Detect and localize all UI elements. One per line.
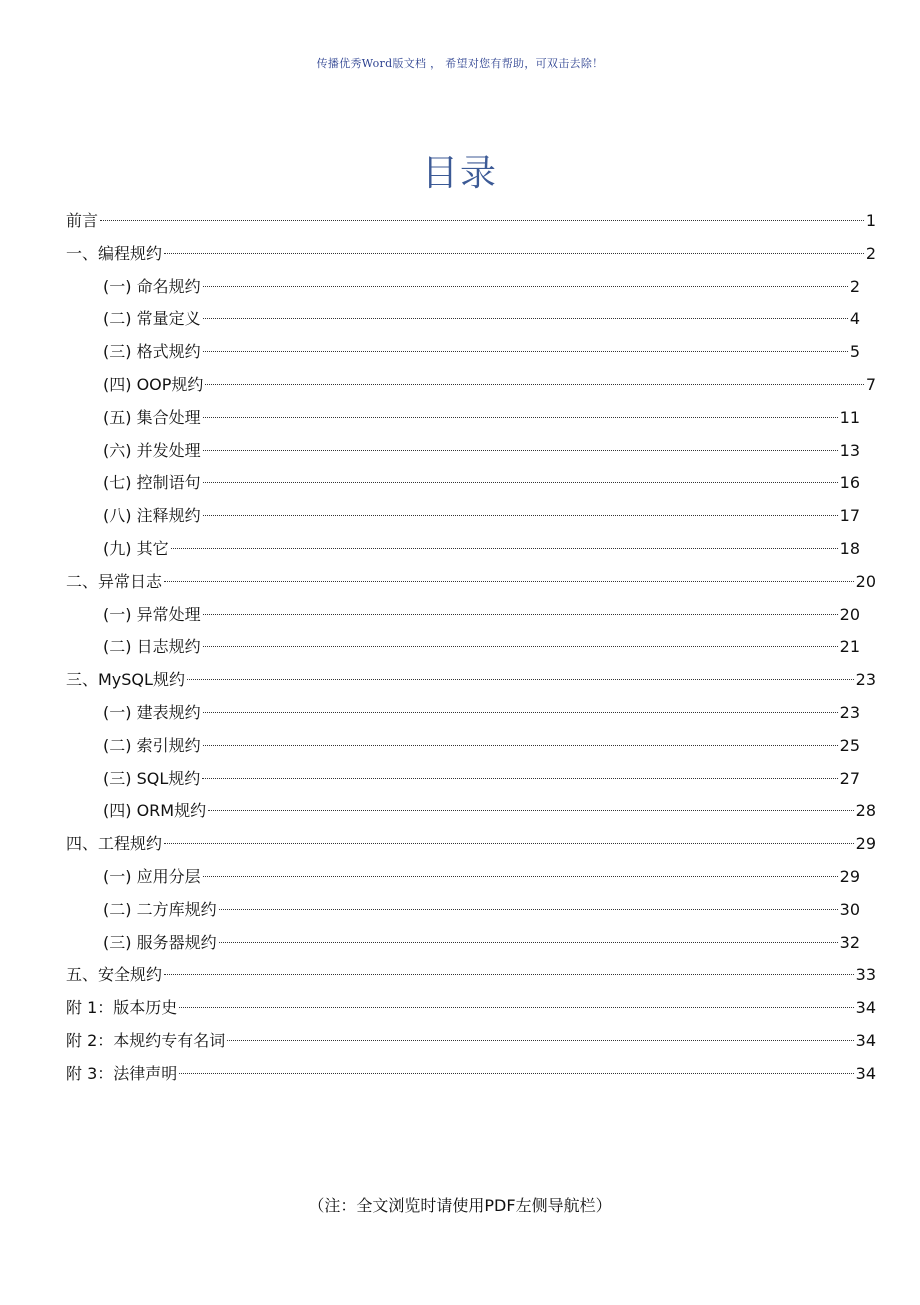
toc-leader-dots (227, 1040, 853, 1041)
toc-entry-label: (六) 并发处理 (103, 440, 201, 460)
toc-page-number: 30 (839, 899, 860, 919)
toc-entry-label: 三、MySQL规约 (66, 670, 185, 690)
toc-leader-dots (203, 351, 848, 352)
toc-page-number: 4 (849, 309, 860, 329)
toc-entry-label: (一) 命名规约 (103, 276, 201, 296)
toc-entry-concurrency-handling[interactable] (66, 435, 860, 468)
toc-leader-dots (219, 942, 838, 943)
toc-entry-control-statements[interactable] (66, 467, 860, 500)
toc-page-number: 20 (855, 571, 876, 591)
toc-entry-label: 附 1：版本历史 (66, 998, 178, 1018)
toc-page-number: 16 (839, 473, 860, 493)
toc-page-number: 28 (855, 801, 876, 821)
toc-entry-exception-logging[interactable] (66, 566, 876, 599)
toc-leader-dots (100, 220, 864, 221)
toc-page-number: 18 (839, 538, 860, 558)
toc-entry-label: (二) 日志规约 (103, 637, 201, 657)
toc-entry-label: 前言 (66, 211, 99, 230)
toc-entry-label: 二、异常日志 (66, 571, 163, 591)
toc-entry-second-party-lib-rules[interactable] (66, 894, 860, 927)
toc-page-number: 11 (839, 407, 860, 427)
toc-page-number: 2 (849, 276, 860, 296)
toc-entry-label: 一、编程规约 (66, 243, 163, 263)
toc-entry-label: (一) 应用分层 (103, 866, 201, 886)
toc-leader-dots (202, 778, 837, 779)
toc-entry-label: (一) 建表规约 (103, 702, 201, 722)
toc-leader-dots (164, 843, 854, 844)
toc-entry-appendix-version-history[interactable] (66, 992, 876, 1025)
toc-leader-dots (203, 876, 838, 877)
toc-entry-programming-rules[interactable] (66, 238, 876, 271)
toc-leader-dots (164, 974, 854, 975)
toc-leader-dots (203, 515, 838, 516)
toc-entry-mysql-rules[interactable] (66, 664, 876, 697)
toc-entry-label: (四) ORM规约 (103, 801, 207, 821)
toc-entry-label: (四) OOP规约 (103, 374, 204, 394)
toc-page-number: 29 (855, 834, 876, 854)
toc-entry-engineering-rules[interactable] (66, 828, 876, 861)
toc-entry-security-rules[interactable] (66, 959, 876, 992)
footer-note: （注：全文浏览时请使用PDF左侧导航栏） (308, 1196, 612, 1215)
toc-page-number: 20 (839, 604, 860, 624)
toc-page-number: 34 (855, 1063, 876, 1083)
toc-page-number: 23 (839, 702, 860, 722)
toc-leader-dots (164, 581, 854, 582)
toc-entry-others[interactable] (66, 533, 860, 566)
toc-entry-label: 四、工程规约 (66, 834, 163, 854)
toc-leader-dots (179, 1007, 853, 1008)
toc-page-number: 1 (865, 211, 876, 230)
toc-page-number: 34 (855, 1030, 876, 1050)
toc-entry-label: 附 3：法律声明 (66, 1063, 178, 1083)
toc-entry-collection-handling[interactable] (66, 402, 860, 435)
toc-entry-orm-rules[interactable] (66, 795, 876, 828)
toc-entry-sql-rules[interactable] (66, 763, 860, 796)
toc-entry-label: (一) 异常处理 (103, 604, 201, 624)
toc-leader-dots (203, 482, 838, 483)
toc-page-number: 7 (865, 374, 876, 394)
toc-page-number: 27 (839, 768, 860, 788)
toc-entry-exception-handling[interactable] (66, 599, 860, 632)
toc-entry-label: (三) 服务器规约 (103, 932, 217, 952)
toc-entry-table-rules[interactable] (66, 697, 860, 730)
toc-entry-label: (二) 索引规约 (103, 735, 201, 755)
toc-entry-appendix-glossary[interactable] (66, 1025, 876, 1058)
toc-leader-dots (219, 909, 838, 910)
toc-entry-label: (三) SQL规约 (103, 768, 201, 788)
toc-leader-dots (203, 286, 848, 287)
toc-page-number: 32 (839, 932, 860, 952)
toc-leader-dots (203, 712, 838, 713)
toc-leader-dots (203, 318, 848, 319)
table-of-contents (66, 205, 876, 1091)
toc-entry-label: 附 2：本规约专有名词 (66, 1030, 226, 1050)
toc-page-number: 29 (839, 866, 860, 886)
toc-entry-comment-rules[interactable] (66, 500, 860, 533)
toc-page-number: 34 (855, 998, 876, 1018)
toc-page-number: 5 (849, 342, 860, 362)
toc-entry-label: (二) 二方库规约 (103, 899, 217, 919)
toc-page-number: 33 (855, 965, 876, 985)
toc-entry-preface[interactable] (66, 205, 876, 238)
header-note: 传播优秀Word版文档 ， 希望对您有帮助，可双击去除！ (316, 57, 604, 70)
toc-entry-oop-rules[interactable] (66, 369, 876, 402)
toc-leader-dots (208, 810, 854, 811)
toc-leader-dots (179, 1073, 853, 1074)
toc-entry-label: 五、安全规约 (66, 965, 163, 985)
toc-leader-dots (205, 384, 863, 385)
toc-entry-label: (九) 其它 (103, 538, 169, 558)
toc-page-number: 17 (839, 506, 860, 526)
toc-leader-dots (171, 548, 838, 549)
toc-leader-dots (203, 417, 838, 418)
toc-page-number: 21 (839, 637, 860, 657)
toc-entry-log-rules[interactable] (66, 631, 860, 664)
toc-entry-index-rules[interactable] (66, 730, 860, 763)
toc-entry-label: (二) 常量定义 (103, 309, 201, 329)
page-title: 目录 (421, 153, 498, 194)
toc-entry-label: (三) 格式规约 (103, 342, 201, 362)
toc-entry-constant-definition[interactable] (66, 303, 860, 336)
toc-page-number: 2 (865, 243, 876, 263)
toc-leader-dots (203, 745, 838, 746)
toc-entry-naming-rules[interactable] (66, 271, 860, 304)
toc-entry-appendix-legal[interactable] (66, 1058, 876, 1091)
toc-leader-dots (203, 450, 838, 451)
toc-entry-format-rules[interactable] (66, 336, 860, 369)
toc-page-number: 25 (839, 735, 860, 755)
toc-page-number: 13 (839, 440, 860, 460)
toc-leader-dots (203, 614, 838, 615)
toc-entry-label: (七) 控制语句 (103, 473, 201, 493)
toc-leader-dots (164, 253, 864, 254)
toc-entry-app-layering[interactable] (66, 861, 860, 894)
toc-leader-dots (187, 679, 854, 680)
toc-entry-label: (五) 集合处理 (103, 407, 201, 427)
toc-page-number: 23 (855, 670, 876, 690)
toc-leader-dots (203, 646, 838, 647)
toc-entry-label: (八) 注释规约 (103, 506, 201, 526)
toc-entry-server-rules[interactable] (66, 927, 860, 960)
